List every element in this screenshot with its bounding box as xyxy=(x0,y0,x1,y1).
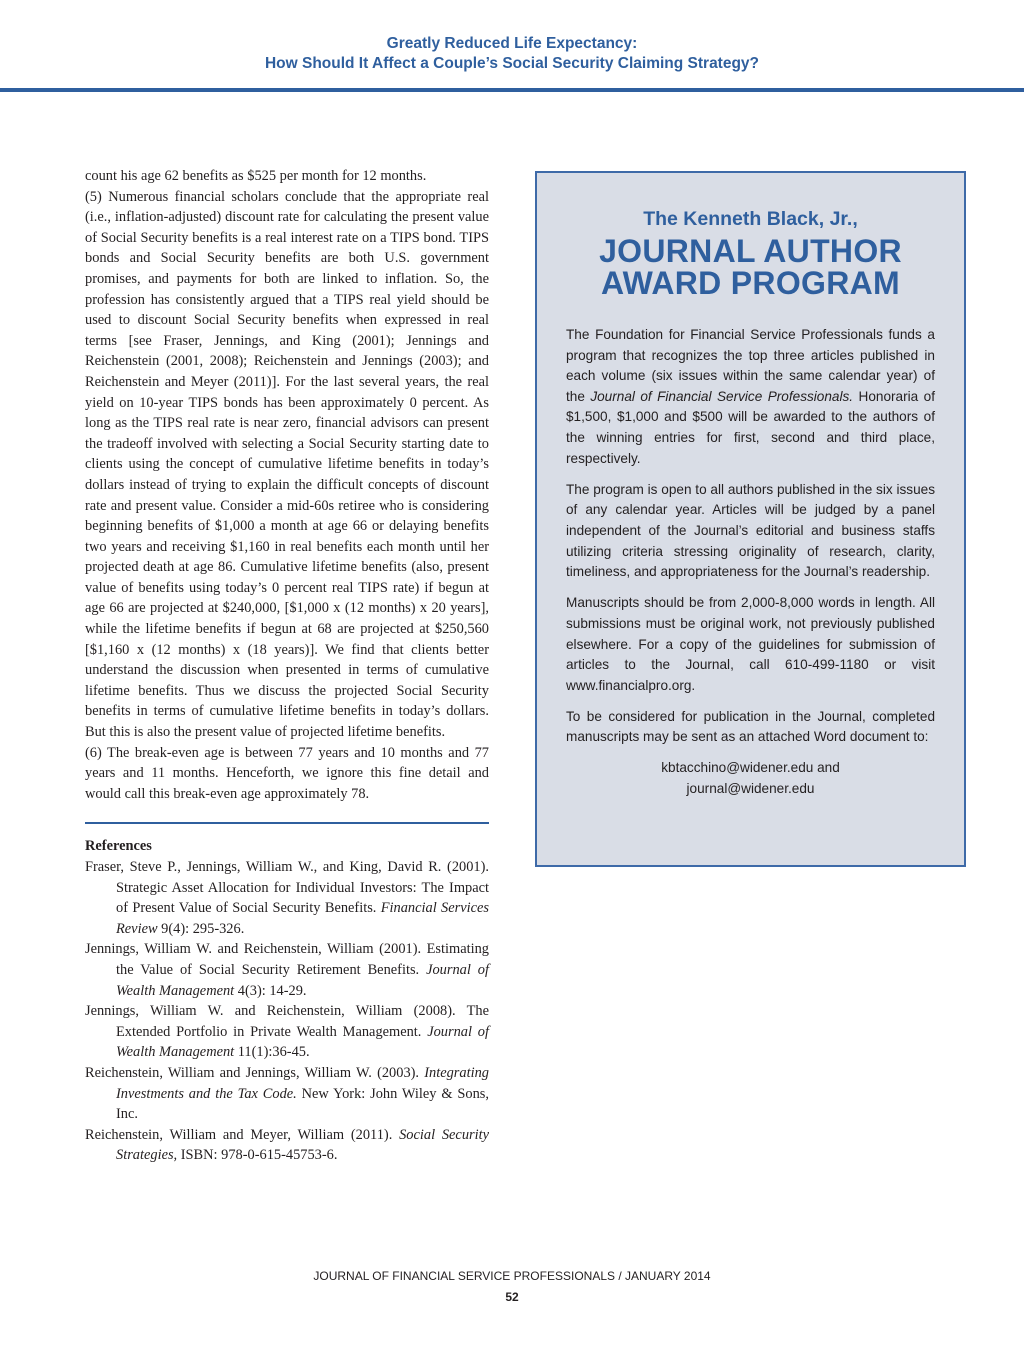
award-subtitle: The Kenneth Black, Jr., xyxy=(643,208,858,230)
page-number: 52 xyxy=(505,1290,519,1304)
article-paragraph: count his age 62 benefits as $525 per month for 12 months. xyxy=(85,168,427,184)
reference-item: Jennings, William W. and Reichenstein, William (2001). Estimating the Value of Social Security Retirement Benefits. Journal of Wealth Management 4(3): 14-29. xyxy=(85,941,489,999)
award-program-box xyxy=(535,171,966,867)
reference-item: Reichenstein, William and Jennings, William W. (2003). Integrating Investments and the Tax Code. New York: John Wiley & Sons, Inc. xyxy=(85,1064,489,1123)
journal-footer: JOURNAL OF FINANCIAL SERVICE PROFESSIONALS / JANUARY 2014 xyxy=(313,1269,711,1283)
award-contact xyxy=(566,758,935,799)
award-paragraph: The Foundation for Financial Service Professionals funds a program that recognizes the top three articles published in each volume (six issues within the same calendar year) of the Journal of Financial Service Professionals. Honoraria of $1,500, $1,000 and $500 will be awarded to the authors of the winning entries for first, second and third place, respectively. xyxy=(566,327,935,466)
award-paragraph: To be considered for publication in the Journal, completed manuscripts may be sent as an attached Word document to: xyxy=(566,708,935,745)
award-title-line2: AWARD PROGRAM xyxy=(600,265,900,301)
running-header-line2: How Should It Affect a Couple’s Social Security Claiming Strategy? xyxy=(264,55,760,72)
article-paragraph: (5) Numerous financial scholars conclude that the appropriate real (i.e., inflation-adjusted) discount rate for calculating the present value of Social Security benefits is a real interest rate on a TIPS bond. TIPS bonds and Social Security benefits are both U.S. government promises, and payments for both are linked to inflation. So, the profession has consistently argued that a TIPS real yield should be used to discount Social Security benefits when expressed in real terms [see Fraser, Jennings, and King (2001); Jennings and Reichenstein (2001, 2008); Reichenstein and Jennings (2003); and Reichenstein and Meyer (2011)]. For the last several years, the real yield on 10-year TIPS bonds has been approximately 0 percent. As long as the TIPS real rate is near zero, financial advisors can present the tradeoff involved with selecting a Social Security starting date to clients using the concept of cumulative lifetime benefits in today’s dollars instead of trying to explain the difficult concepts of discount rate and present value. Consider a mid-60s retiree who is considering beginning benefits of $1,000 a month at age 66 or delaying benefits two years and receiving $1,160 in real benefits each month until her projected death at age 86. Cumulative lifetime benefits (also, present value of benefits using today’s 0 percent real TIPS rate) if begun at age 66 are projected at $240,000, [$1,000 x (12 months) x 20 years], while the lifetime benefits if begun at 68 are projected at $250,560 [$1,160 x (12 months) x (18 years)]. We find that clients better understand the discussion when presented in terms of cumulative lifetime benefits. Thus we discuss the projected Social Security benefits in terms of cumulative lifetime benefits in today’s dollars. But this is also the present value of projected lifetime benefits. xyxy=(85,188,489,741)
article-paragraph: (6) The break-even age is between 77 years and 10 months and 77 years and 11 months. Henceforth, we ignore this fine detail and would call this break-even age approximately 78. xyxy=(85,744,489,802)
header-divider xyxy=(0,88,1024,92)
reference-item: Fraser, Steve P., Jennings, William W., and King, David R. (2001). Strategic Asset Allocation for Individual Investors: The Impact of Present Value of Social Security Benefits. Financial Services Review 9(4): 295-326. xyxy=(85,859,489,937)
award-paragraph: The program is open to all authors published in the six issues of any calendar year. Articles will be judged by a panel independent of the Journal’s editorial and business staffs utilizing criteria stressing originality of research, clarity, timeliness, and appropriateness for the Journal’s readership. xyxy=(566,481,935,580)
reference-item: Reichenstein, William and Meyer, William (2011). Social Security Strategies, ISBN: 978-0-615-45753-6. xyxy=(85,1126,490,1164)
award-title xyxy=(566,235,935,299)
running-header-line1: Greatly Reduced Life Expectancy: xyxy=(386,35,638,52)
contact-email-line1: kbtacchino@widener.edu and xyxy=(661,760,840,776)
reference-item: Jennings, William W. and Reichenstein, William (2008). The Extended Portfolio in Private Wealth Management. Journal of Wealth Management 11(1):36-45. xyxy=(85,1003,489,1061)
contact-email-line2: journal@widener.edu xyxy=(686,780,815,796)
references-divider xyxy=(85,822,489,824)
award-title-line1: JOURNAL AUTHOR xyxy=(599,233,902,269)
award-paragraph: Manuscripts should be from 2,000-8,000 words in length. All submissions must be original work, not previously published elsewhere. For a copy of the guidelines for submission of articles to the Journal, call 610-499-1180 or visit www.financialpro.org. xyxy=(566,595,935,693)
article-column xyxy=(85,166,489,1166)
running-header xyxy=(0,34,1024,74)
references-heading: References xyxy=(85,838,152,855)
